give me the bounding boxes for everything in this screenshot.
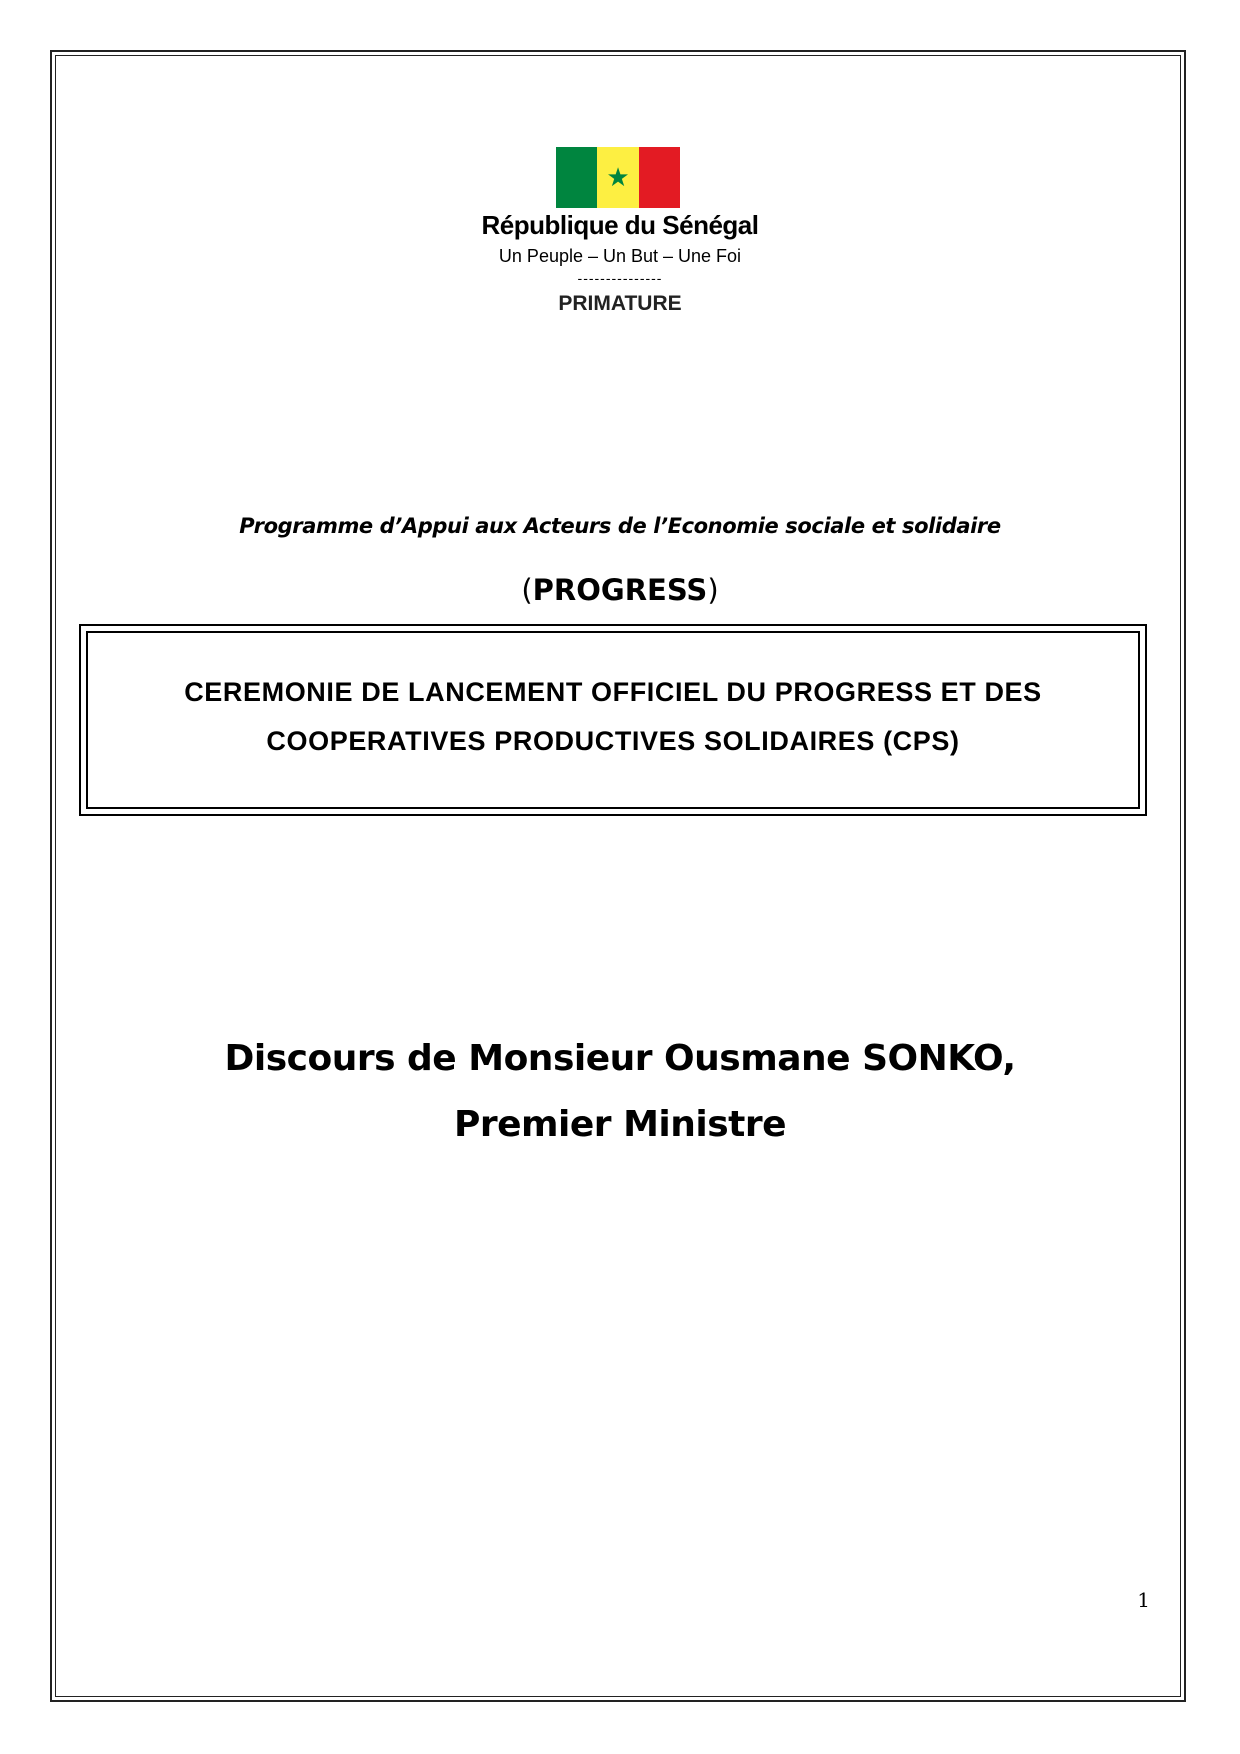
ceremony-title-line-1: CEREMONIE DE LANCEMENT OFFICIEL DU PROGRESS ET DES	[184, 677, 1042, 707]
acronym-text: PROGRESS	[532, 573, 708, 607]
programme-name: Programme d’Appui aux Acteurs de l’Economie sociale et solidaire	[239, 514, 1001, 538]
speech-title: Discours de Monsieur Ousmane SONKO,	[224, 1038, 1016, 1079]
republic-title: République du Sénégal	[481, 210, 759, 240]
paren-open: (	[521, 573, 533, 607]
header-divider: ---------------	[577, 270, 663, 286]
page-number: 1	[1137, 1588, 1150, 1612]
institution-name: PRIMATURE	[558, 292, 682, 315]
national-motto: Un Peuple – Un But – Une Foi	[498, 246, 742, 266]
paren-close: )	[707, 573, 719, 607]
senegal-flag	[556, 147, 680, 208]
star-icon: ★	[606, 162, 630, 193]
programme-acronym	[0, 573, 1240, 607]
speaker-role: Premier Ministre	[453, 1104, 787, 1145]
ceremony-box-inner	[86, 631, 1140, 809]
ceremony-title-line-2: COOPERATIVES PRODUCTIVES SOLIDAIRES (CPS)	[266, 726, 960, 756]
